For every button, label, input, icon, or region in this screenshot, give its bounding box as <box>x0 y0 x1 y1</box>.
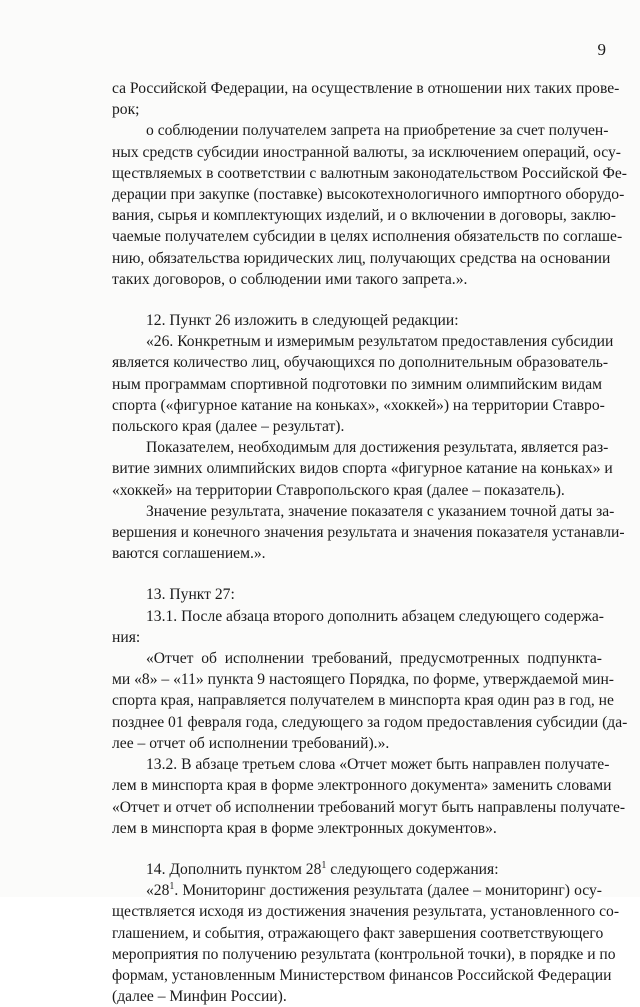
text-line: формам, установленным Министерством финансов Российской Федерации <box>112 966 612 984</box>
text-line: лее – отчет об исполнении требований).». <box>112 734 390 752</box>
text-line: 13.2. В абзаце третьем слова «Отчет может быть направлен получате- <box>146 756 610 774</box>
text-line: польского края (далее – результат). <box>112 418 345 436</box>
text-line: ществляется исходя из достижения значения результата, установленного со- <box>112 903 620 921</box>
text-line: ми «8» – «11» пункта 9 настоящего Порядка, по форме, утверждаемой мин- <box>112 671 614 689</box>
text-line: 13.1. После абзаца второго дополнить абзацем следующего содержа- <box>146 607 605 625</box>
text-line: Значение результата, значение показателя с указанием точной даты за- <box>146 502 615 520</box>
text-line <box>112 880 602 901</box>
text-line: лем в минспорта края в форме электронного документа» заменить словами <box>112 777 612 795</box>
paragraph-gap <box>112 839 602 859</box>
text-line: «хоккей» на территории Ставропольского края (далее – показатель). <box>112 481 565 499</box>
text-line: ществляемых в соответствии с валютным законодательством Российской Фе- <box>112 164 627 182</box>
text-line: ных средств субсидии иностранной валюты, за исключением операций, осу- <box>112 143 621 161</box>
document-body <box>112 78 628 1007</box>
section-heading: 13. Пункт 27: <box>146 586 235 604</box>
text-line: ным программам спортивной подготовки по зимним олимпийским видам <box>112 375 602 393</box>
text-line: Показателем, необходимым для достижения результата, является раз- <box>146 439 609 457</box>
text-line: ния: <box>112 628 141 646</box>
text-line: «Отчет и отчет об исполнении требований могут быть направлены получате- <box>112 798 626 816</box>
text-line: «Отчет об исполнении требований, предусмотренных подпункта- <box>146 650 602 668</box>
text-line: вания, сырья и комплектующих изделий, и о включении в договоры, заклю- <box>112 207 616 225</box>
text-line: «26. Конкретным и измеримым результатом предоставления субсидии <box>146 333 614 351</box>
text-line: лем в минспорта края в форме электронных документов». <box>112 819 497 837</box>
section-heading <box>112 859 602 880</box>
paragraph-gap <box>112 564 602 584</box>
paragraph-gap <box>112 290 602 310</box>
text-line: нию, обязательства юридических лиц, получающих средства на основании <box>112 249 611 267</box>
text-line: (далее – Минфин России). <box>112 988 287 1006</box>
text-line: ваются соглашением.». <box>112 545 266 563</box>
text-fragment: . Мониторинг достижения результата (далее – мониторинг) осу- <box>174 882 602 900</box>
text-line: позднее 01 февраля года, следующего за годом предоставления субсидии (да- <box>112 713 628 731</box>
text-line: о соблюдении получателем запрета на приобретение за счет получен- <box>146 122 609 140</box>
heading-text: 14. Дополнить пунктом 28 <box>146 860 322 878</box>
superscript: 1 <box>169 880 175 892</box>
superscript: 1 <box>321 859 327 871</box>
text-line: са Российской Федерации, на осуществление в отношении них таких прове- <box>112 80 620 97</box>
text-line: спорта («фигурное катание на коньках», «хоккей») на территории Ставро- <box>112 396 605 414</box>
text-line: чаемые получателем субсидии в целях исполнения обязательств по соглаше- <box>112 228 623 246</box>
text-line: спорта края, направляется получателем в минспорта края один раз в год, не <box>112 692 614 710</box>
text-line: таких договоров, о соблюдении ими такого запрета.». <box>112 270 468 288</box>
text-fragment: «28 <box>146 882 170 900</box>
page-number: 9 <box>597 40 606 59</box>
text-line: рок; <box>112 101 140 119</box>
text-line: мероприятия по получению результата (контрольной точки), в порядке и по <box>112 945 616 963</box>
text-line: вершения и конечного значения результата и значения показателя устанавли- <box>112 524 625 542</box>
text-line: дерации при закупке (поставке) высокотехнологичного импортного оборудо- <box>112 186 625 204</box>
text-line: является количество лиц, обучающихся по дополнительным образователь- <box>112 354 609 372</box>
text-line: витие зимних олимпийских видов спорта «фигурное катание на коньках» и <box>112 460 613 478</box>
section-heading: 12. Пункт 26 изложить в следующей редакции: <box>146 312 459 330</box>
text-line: глашением, и события, отражающего факт завершения соответствующего <box>112 924 604 942</box>
heading-text: следующего содержания: <box>326 860 499 878</box>
